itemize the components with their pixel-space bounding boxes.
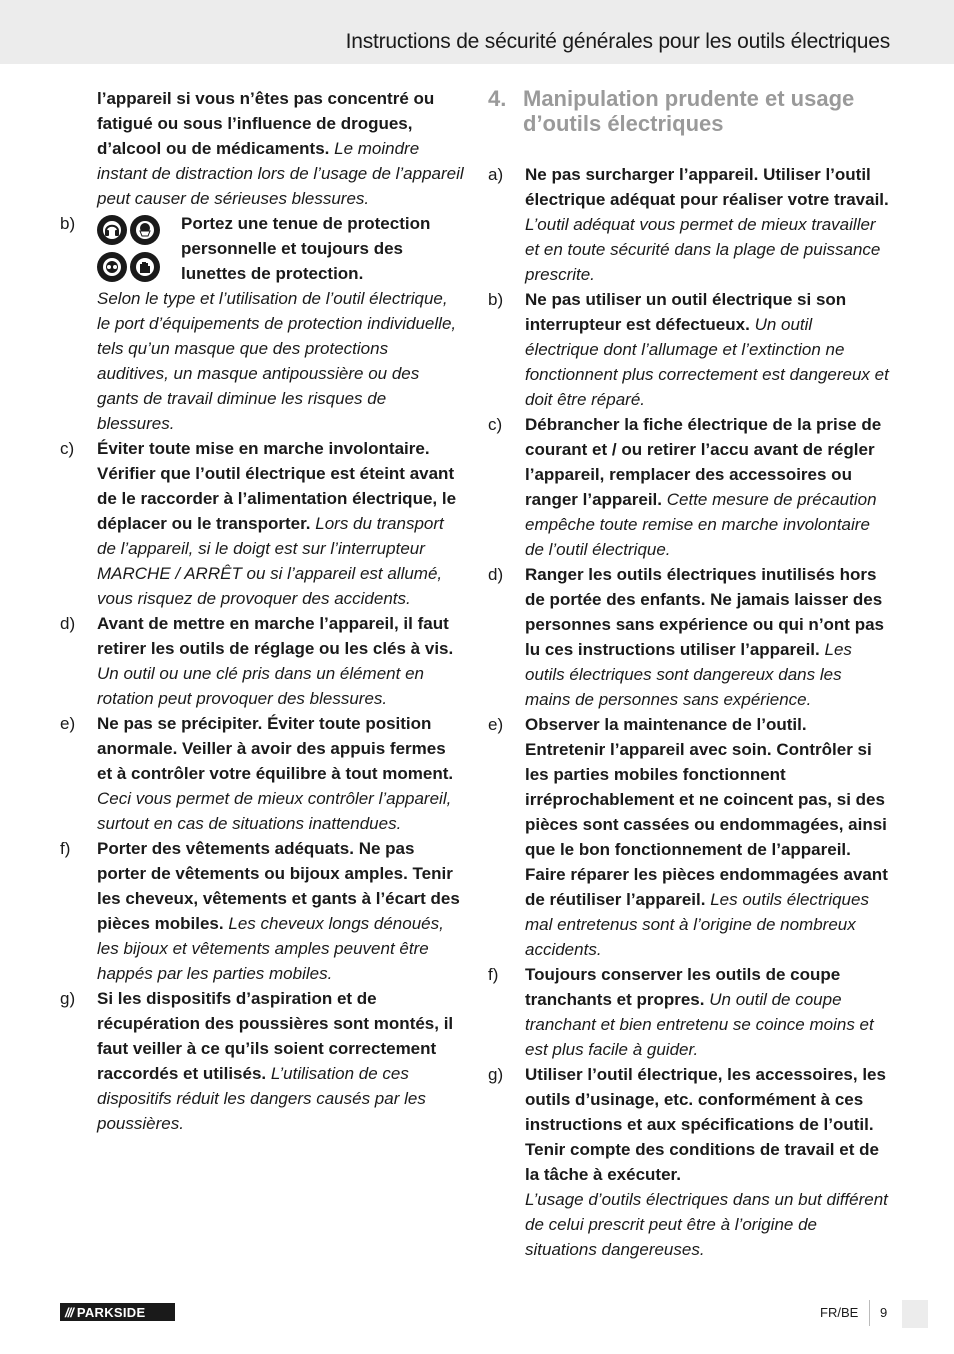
language-code: FR/BE — [820, 1305, 859, 1320]
item-bold-text: Avant de mettre en marche l’appareil, il faut retirer les outils de réglage ou les clés à vis. — [97, 614, 454, 658]
gloves-icon — [130, 252, 160, 282]
ear-protection-icon — [97, 215, 127, 245]
item-italic-text: L’utilisation de ces dispositifs réduit les dangers causés par les poussières. — [97, 1064, 426, 1133]
item-bold-text: Débrancher la fiche électrique de la prise de courant et / ou retirer l’accu avant de régler l’appareil, remplacer des accessoires ou ranger l’appareil. — [525, 415, 882, 509]
item-letter: c) — [60, 439, 75, 458]
list-item-f — [60, 836, 464, 986]
item-italic-text: Lors du transport de l’appareil, si le doigt est sur l’interrupteur MARCHE / ARRÊT ou si l’appareil est allumé, vous risquez de provoquer des accidents. — [97, 514, 444, 608]
item-letter: a) — [488, 165, 504, 184]
item-italic-text: Les outils électriques mal entretenus sont à l’origine de nombreux accidents. — [525, 890, 869, 959]
footer-divider — [869, 1300, 870, 1326]
list-item-c — [488, 412, 890, 562]
section-heading — [488, 86, 890, 136]
item-italic-text: Un outil électrique dont l’allumage et l’extinction ne fonctionnent plus correctement est dangereux et doit être réparé. — [525, 315, 889, 409]
item-bold-text: Toujours conserver les outils de coupe tranchants et propres. — [525, 965, 841, 1009]
brand-name: PARKSIDE — [76, 1304, 146, 1320]
item-italic-text: Un outil ou une clé pris dans un élément en rotation peut provoquer des blessures. — [97, 664, 424, 708]
item-bold-text: Ranger les outils électriques inutilisés hors de portée des enfants. Ne jamais laisser des personnes sans expérience ou qui n’ont pas lu ces instructions utiliser l’appareil. — [525, 565, 884, 659]
list-item-a — [488, 162, 890, 287]
item-italic-text: Cette mesure de précaution empêche toute remise en marche involontaire de l’outil électrique. — [525, 490, 877, 559]
item-bold-text: Ne pas se précipiter. Éviter toute position anormale. Veiller à avoir des appuis fermes et à contrôler votre équilibre à tout moment. — [97, 714, 454, 783]
item-bold-text: Éviter toute mise en marche involontaire. Vérifier que l’outil électrique est éteint avant de le raccorder à l’alimentation électrique, le déplacer ou le transporter. — [97, 439, 457, 533]
item-letter: g) — [60, 989, 76, 1008]
list-item-f — [488, 962, 890, 1062]
item-bold-text: Ne pas surcharger l’appareil. Utiliser l’outil électrique adéquat pour réaliser votre travail. — [525, 165, 889, 209]
safety-glasses-icon — [97, 252, 127, 282]
item-bold-text: Observer la maintenance de l’outil. Entretenir l’appareil avec soin. Contrôler si les parties mobiles fonctionnent irréprochablement et ne coincent pas, si des pièces sont cassées ou endommagées, ainsi que le bon fonctionnement de l’appareil. Faire réparer les pièces endommagées avant de réutiliser l’appareil. — [525, 715, 888, 909]
item-italic-text: L’outil adéquat vous permet de mieux travailler et en toute sécurité dans la plage de puissance prescrite. — [525, 215, 881, 284]
item-letter: d) — [60, 614, 76, 633]
list-item-d — [488, 562, 890, 712]
intro-italic-text: Le moindre instant de distraction lors de l’usage de l’appareil peut causer de sérieuses blessures. — [97, 139, 464, 208]
ppe-icon-group — [97, 215, 169, 286]
item-bold-text: Porter des vêtements adéquats. Ne pas porter de vêtements ou bijoux amples. Tenir les cheveux, vêtements et gants à l’écart des pièces mobiles. — [97, 839, 460, 933]
item-letter: f) — [60, 839, 71, 858]
list-item-g — [60, 986, 464, 1136]
item-italic-text: Un outil de coupe tranchant et bien entretenu se coince moins et est plus facile à guider. — [525, 990, 874, 1059]
item-letter: e) — [60, 714, 76, 733]
left-column — [60, 86, 464, 1136]
list-item-e — [488, 712, 890, 962]
item-letter: f) — [488, 965, 499, 984]
parkside-logo — [60, 1303, 175, 1321]
item-letter: e) — [488, 715, 504, 734]
section-title: Manipulation prudente et usage d’outils électriques — [523, 86, 855, 136]
brand-slashes: /// — [65, 1304, 73, 1320]
item-letter: b) — [60, 214, 76, 233]
right-column — [488, 86, 890, 1262]
page-header-title: Instructions de sécurité générales pour les outils électriques — [345, 30, 890, 53]
item-italic-text: Les cheveux longs dénoués, les bijoux et vêtements amples peuvent être happés par les parties mobiles. — [97, 914, 444, 983]
section-number: 4. — [488, 86, 507, 111]
item-letter: g) — [488, 1065, 504, 1084]
item-bold-text: Si les dispositifs d’aspiration et de récupération des poussières sont montés, il faut veiller à ce qu’ils soient correctement raccordés et utilisés. — [97, 989, 454, 1083]
page-number: 9 — [880, 1305, 888, 1320]
item-letter: c) — [488, 415, 503, 434]
item-bold-text: Portez une tenue de protection personnelle et toujours des lunettes de protection. — [181, 214, 431, 283]
list-item-b — [60, 211, 464, 436]
item-bold-text: Utiliser l’outil électrique, les accessoires, les outils d’usinage, etc. conformément à ces instructions et aux spécifications de l’outil. Tenir compte des conditions de travail et de la tâche à exécuter. — [525, 1065, 886, 1184]
item-letter: d) — [488, 565, 504, 584]
footer-tab — [902, 1300, 928, 1328]
item-italic-text: Selon le type et l’utilisation de l’outil électrique, le port d’équipements de protection individuelle, tels qu’un masque que des protections auditives, un masque antipoussière ou des gants de travail diminue les risques de blessures. — [97, 289, 457, 433]
list-item-e — [60, 711, 464, 836]
item-italic-text: Ceci vous permet de mieux contrôler l’appareil, surtout en cas de situations inattendues. — [97, 789, 452, 833]
list-item-g — [488, 1062, 890, 1262]
list-item-d — [60, 611, 464, 711]
dust-mask-icon — [130, 215, 160, 245]
intro-continuation — [60, 86, 464, 211]
intro-bold-text: l’appareil si vous n’êtes pas concentré ou fatigué ou sous l’influence de drogues, d’alcool ou de médicaments. — [97, 89, 435, 158]
list-item-b — [488, 287, 890, 412]
item-italic-text: Les outils électriques sont dangereux dans les mains de personnes sans expérience. — [525, 640, 852, 709]
item-bold-text: Ne pas utiliser un outil électrique si son interrupteur est défectueux. — [525, 290, 847, 334]
list-item-c — [60, 436, 464, 611]
item-letter: b) — [488, 290, 504, 309]
item-italic-text: L’usage d’outils électriques dans un but différent de celui prescrit peut être à l’origine de situations dangereuses. — [525, 1190, 888, 1259]
